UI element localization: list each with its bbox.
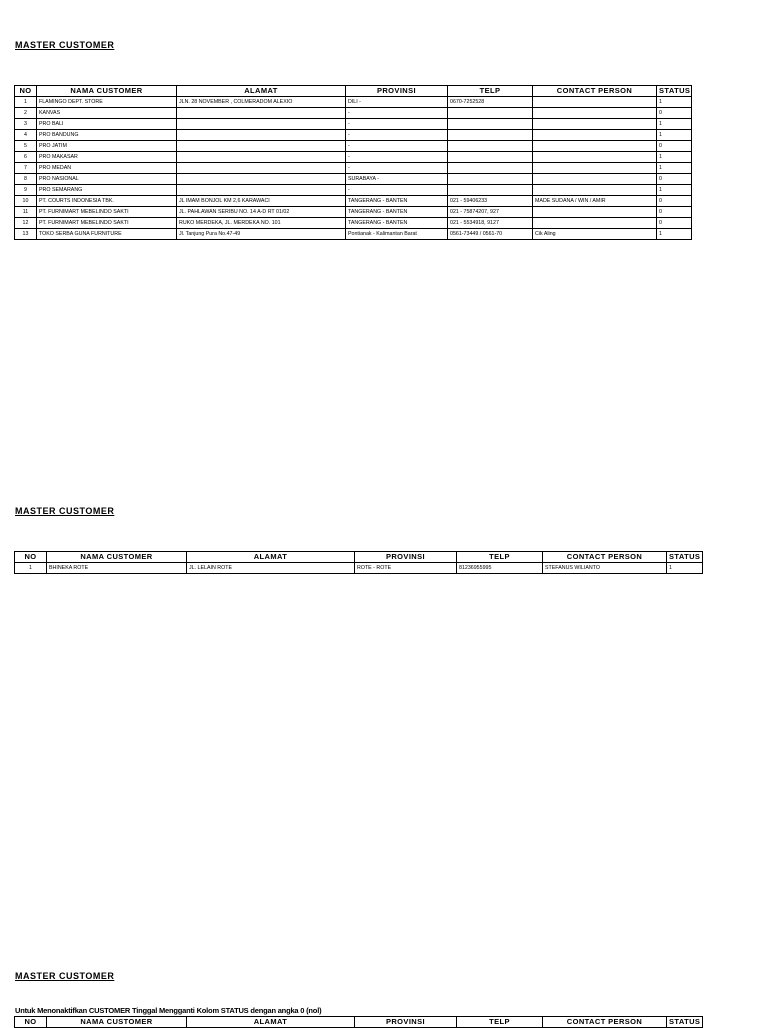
- column-header-contact-person: CONTACT PERSON: [533, 86, 657, 97]
- cell-no: 5: [15, 141, 37, 152]
- cell-telp: 021 - 59406233: [448, 196, 533, 207]
- column-header-telp: TELP: [457, 1017, 543, 1028]
- table-row: [15, 97, 692, 108]
- cell-provinsi: ROTE - ROTE: [355, 563, 457, 574]
- cell-alamat: [177, 130, 346, 141]
- cell-no: 8: [15, 174, 37, 185]
- cell-contact-person: [533, 119, 657, 130]
- cell-status: 0: [657, 141, 692, 152]
- table-row: [15, 108, 692, 119]
- cell-status: 1: [657, 152, 692, 163]
- cell-telp: [448, 152, 533, 163]
- cell-alamat: [177, 185, 346, 196]
- cell-telp: [448, 163, 533, 174]
- column-header-status: STATUS: [657, 86, 692, 97]
- cell-telp: [448, 141, 533, 152]
- column-header-status: STATUS: [667, 1017, 703, 1028]
- table-header-row: [15, 552, 703, 563]
- column-header-alamat: ALAMAT: [177, 86, 346, 97]
- cell-nama-customer: PRO MAKASAR: [37, 152, 177, 163]
- cell-nama-customer: PRO JATIM: [37, 141, 177, 152]
- column-header-nama-customer: NAMA CUSTOMER: [37, 86, 177, 97]
- column-header-nama-customer: NAMA CUSTOMER: [47, 1017, 187, 1028]
- cell-nama-customer: FLAMINGO DEPT. STORE: [37, 97, 177, 108]
- cell-nama-customer: PRO SEMARANG: [37, 185, 177, 196]
- cell-contact-person: [533, 185, 657, 196]
- cell-alamat: JL IMAM BONJOL KM 2,6 KARAWACI: [177, 196, 346, 207]
- column-header-status: STATUS: [667, 552, 703, 563]
- cell-no: 13: [15, 229, 37, 240]
- table-row: [15, 119, 692, 130]
- cell-no: 1: [15, 563, 47, 574]
- cell-contact-person: [533, 97, 657, 108]
- cell-nama-customer: PRO MEDAN: [37, 163, 177, 174]
- cell-alamat: JL. PAHLAWAN SERIBU NO. 14 A-D RT 01/02: [177, 207, 346, 218]
- cell-status: 0: [657, 218, 692, 229]
- cell-status: 0: [657, 108, 692, 119]
- cell-no: 6: [15, 152, 37, 163]
- cell-provinsi: -: [346, 185, 448, 196]
- cell-telp: [448, 108, 533, 119]
- cell-provinsi: -: [346, 141, 448, 152]
- section-title-3: MASTER CUSTOMER: [15, 971, 115, 981]
- cell-telp: 021 - 75874207, 927: [448, 207, 533, 218]
- table-row: [15, 207, 692, 218]
- cell-alamat: [177, 119, 346, 130]
- customer-table-3: [14, 1016, 703, 1028]
- cell-no: 7: [15, 163, 37, 174]
- column-header-alamat: ALAMAT: [187, 552, 355, 563]
- table-row: [15, 563, 703, 574]
- cell-nama-customer: PT. FURNIMART MEBELINDO SAKTI: [37, 207, 177, 218]
- column-header-provinsi: PROVINSI: [355, 552, 457, 563]
- column-header-telp: TELP: [457, 552, 543, 563]
- cell-nama-customer: TOKO SERBA GUNA FURNITURE: [37, 229, 177, 240]
- cell-telp: 0561-73449 / 0561-70: [448, 229, 533, 240]
- cell-no: 12: [15, 218, 37, 229]
- cell-no: 1: [15, 97, 37, 108]
- table-row: [15, 218, 692, 229]
- cell-status: 1: [657, 163, 692, 174]
- cell-no: 10: [15, 196, 37, 207]
- table-header-row: [15, 86, 692, 97]
- cell-alamat: Jl. Tanjung Pura No.47-49: [177, 229, 346, 240]
- cell-no: 2: [15, 108, 37, 119]
- cell-provinsi: SURABAYA -: [346, 174, 448, 185]
- cell-status: 1: [657, 229, 692, 240]
- cell-contact-person: STEFANUS WILIANTO: [543, 563, 667, 574]
- cell-provinsi: -: [346, 108, 448, 119]
- table-row: [15, 174, 692, 185]
- cell-telp: [448, 185, 533, 196]
- cell-contact-person: Cik Aling: [533, 229, 657, 240]
- table-row: [15, 185, 692, 196]
- cell-alamat: [177, 174, 346, 185]
- column-header-alamat: ALAMAT: [187, 1017, 355, 1028]
- table-row: [15, 196, 692, 207]
- cell-status: 0: [657, 196, 692, 207]
- cell-provinsi: TANGERANG - BANTEN: [346, 207, 448, 218]
- column-header-provinsi: PROVINSI: [346, 86, 448, 97]
- cell-contact-person: [533, 108, 657, 119]
- table-row: [15, 130, 692, 141]
- cell-no: 11: [15, 207, 37, 218]
- cell-telp: 81236955995: [457, 563, 543, 574]
- cell-no: 9: [15, 185, 37, 196]
- cell-provinsi: Pontianak - Kalimantan Barat: [346, 229, 448, 240]
- cell-alamat: [177, 163, 346, 174]
- cell-nama-customer: PRO BALI: [37, 119, 177, 130]
- table-row: [15, 229, 692, 240]
- column-header-provinsi: PROVINSI: [355, 1017, 457, 1028]
- cell-contact-person: [533, 152, 657, 163]
- cell-contact-person: [533, 141, 657, 152]
- column-header-no: NO: [15, 1017, 47, 1028]
- table-row: [15, 163, 692, 174]
- column-header-no: NO: [15, 86, 37, 97]
- cell-provinsi: -: [346, 119, 448, 130]
- cell-nama-customer: KANVAS: [37, 108, 177, 119]
- cell-status: 0: [657, 174, 692, 185]
- cell-alamat: [177, 108, 346, 119]
- cell-provinsi: -: [346, 152, 448, 163]
- cell-no: 4: [15, 130, 37, 141]
- cell-status: 1: [657, 97, 692, 108]
- cell-alamat: [177, 141, 346, 152]
- cell-nama-customer: PRO BANDUNG: [37, 130, 177, 141]
- cell-contact-person: [533, 207, 657, 218]
- cell-telp: 0670-7252528: [448, 97, 533, 108]
- customer-table-1: [14, 85, 692, 240]
- cell-status: 1: [657, 185, 692, 196]
- cell-contact-person: [533, 163, 657, 174]
- cell-status: 0: [657, 207, 692, 218]
- cell-contact-person: [533, 174, 657, 185]
- cell-nama-customer: BHINEKA ROTE: [47, 563, 187, 574]
- column-header-nama-customer: NAMA CUSTOMER: [47, 552, 187, 563]
- cell-telp: [448, 119, 533, 130]
- column-header-contact-person: CONTACT PERSON: [543, 1017, 667, 1028]
- cell-telp: [448, 130, 533, 141]
- cell-no: 3: [15, 119, 37, 130]
- cell-nama-customer: PT. FURNIMART MEBELINDO SAKTI: [37, 218, 177, 229]
- cell-status: 1: [657, 130, 692, 141]
- column-header-telp: TELP: [448, 86, 533, 97]
- cell-provinsi: -: [346, 163, 448, 174]
- cell-status: 1: [657, 119, 692, 130]
- cell-contact-person: [533, 130, 657, 141]
- cell-provinsi: TANGERANG - BANTEN: [346, 196, 448, 207]
- table-header-row: [15, 1017, 703, 1028]
- cell-contact-person: [533, 218, 657, 229]
- cell-alamat: [177, 152, 346, 163]
- section-title-1: MASTER CUSTOMER: [15, 40, 115, 50]
- section-title-2: MASTER CUSTOMER: [15, 506, 115, 516]
- customer-table-2: [14, 551, 703, 574]
- cell-contact-person: MADE SUDANA / WIN / AMIR: [533, 196, 657, 207]
- column-header-contact-person: CONTACT PERSON: [543, 552, 667, 563]
- cell-telp: [448, 174, 533, 185]
- cell-telp: 021 - 5534918, 9127: [448, 218, 533, 229]
- cell-status: 1: [667, 563, 703, 574]
- cell-provinsi: DILI -: [346, 97, 448, 108]
- status-instruction-note: Untuk Menonaktifkan CUSTOMER Tinggal Mengganti Kolom STATUS dengan angka 0 (nol): [15, 1006, 322, 1015]
- cell-provinsi: TANGERANG - BANTEN: [346, 218, 448, 229]
- cell-alamat: JL. LELAIN ROTE: [187, 563, 355, 574]
- table-row: [15, 141, 692, 152]
- table-row: [15, 152, 692, 163]
- cell-nama-customer: PT. COURTS INDONESIA TBK.: [37, 196, 177, 207]
- cell-nama-customer: PRO NASIONAL: [37, 174, 177, 185]
- cell-provinsi: -: [346, 130, 448, 141]
- column-header-no: NO: [15, 552, 47, 563]
- cell-alamat: RUKO MERDEKA, JL. MERDEKA NO. 101: [177, 218, 346, 229]
- cell-alamat: JLN. 28 NOVEMBER , COLMERADOM ALEXIO: [177, 97, 346, 108]
